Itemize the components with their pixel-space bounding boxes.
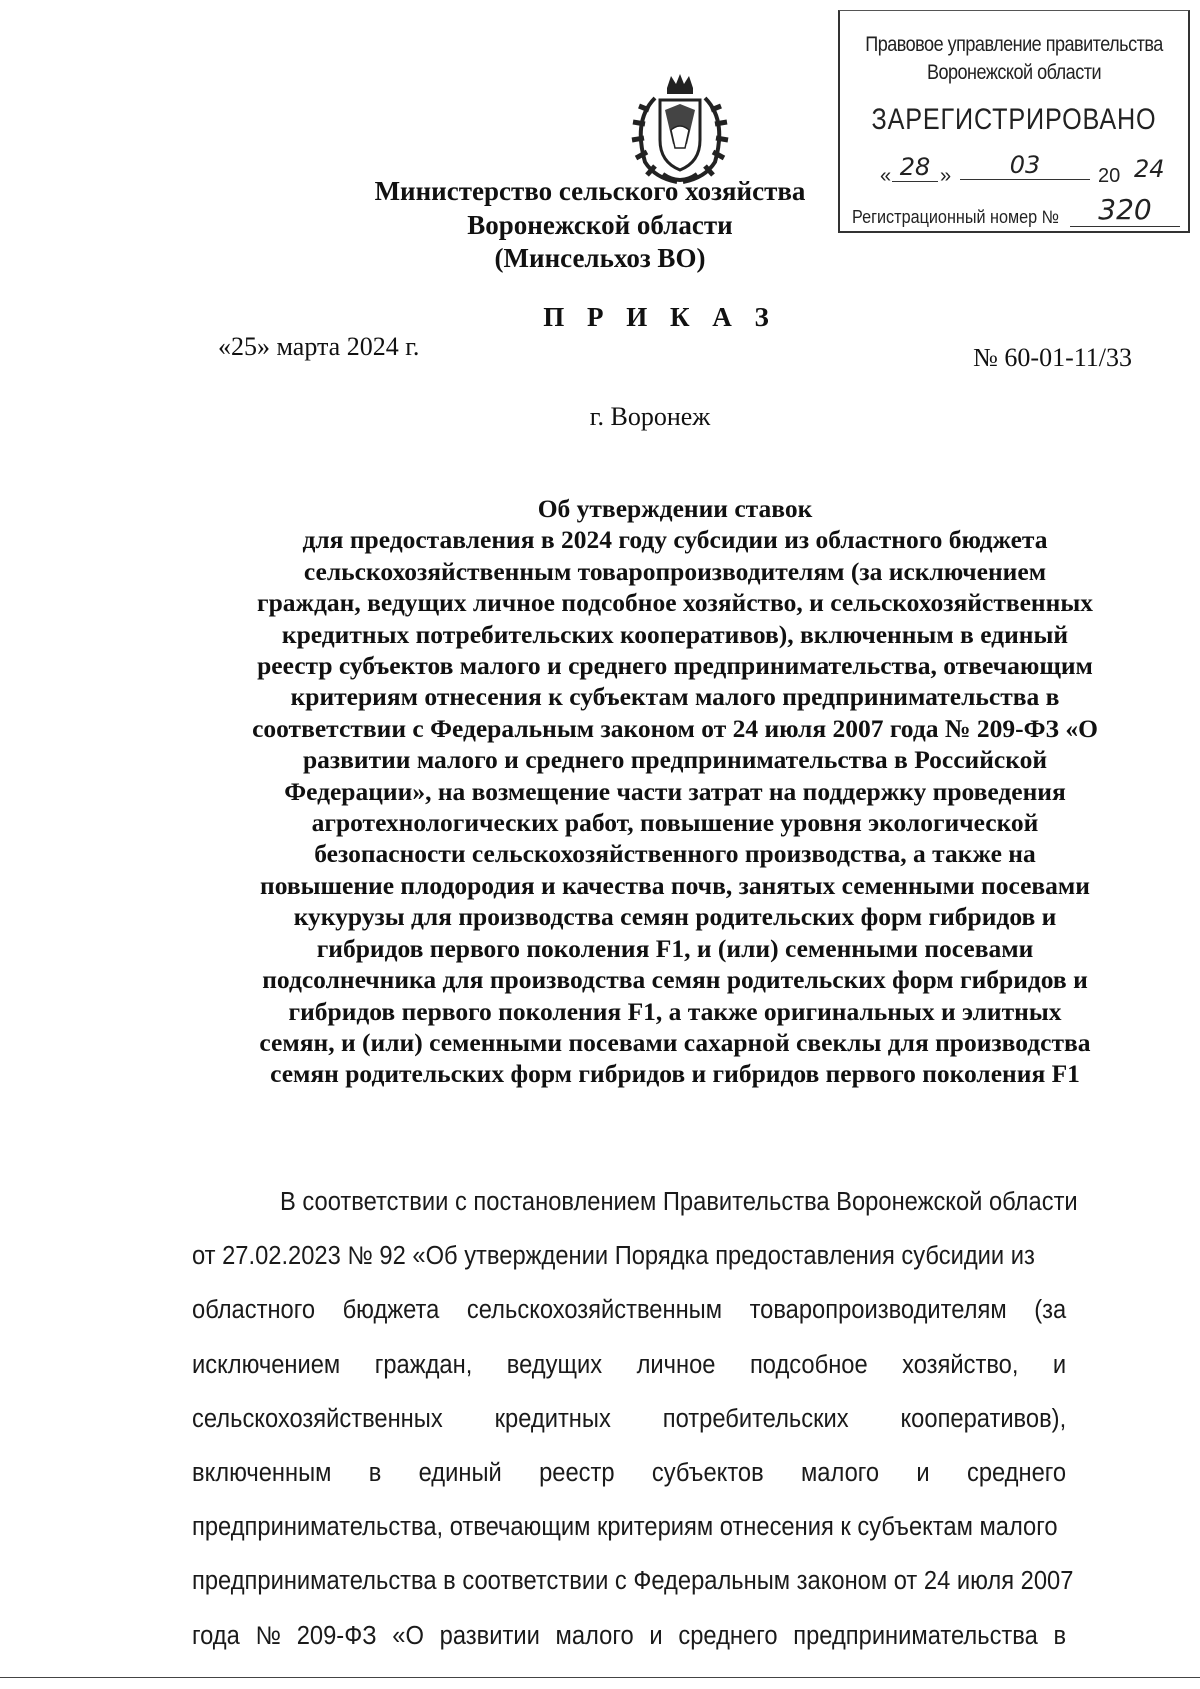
- body-word: сельскохозяйственным: [466, 1296, 723, 1325]
- body-word: кооперативов),: [900, 1404, 1067, 1433]
- stamp-year-hand: 24: [1134, 155, 1165, 183]
- body-word: и: [916, 1459, 930, 1487]
- title-line: семян родительских форм гибридов и гибридов первого поколения F1: [270, 1059, 1080, 1089]
- coat-of-arms-icon: [625, 70, 735, 188]
- body-line: [280, 1188, 1126, 1217]
- title-line: соответствии с Федеральным законом от 24 июля 2007 года № 209-ФЗ «О: [252, 713, 1098, 743]
- body-word: сельскохозяйственных: [192, 1404, 443, 1433]
- title-line: сельскохозяйственным товаропроизводителям (за исключением: [303, 556, 1047, 586]
- ministry-name-line-1: Министерство сельского хозяйства: [374, 176, 806, 206]
- title-line: гибридов первого поколения F1, а также оригинальных и элитных: [288, 996, 1062, 1026]
- title-line: реестр субъектов малого и среднего предпринимательства, отвечающим: [257, 651, 1093, 681]
- title-line: для предоставления в 2024 году субсидии из областного бюджета: [302, 525, 1048, 555]
- body-word: предпринимательства в соответствии с Федеральным законом от 24 июля 2007: [192, 1567, 1074, 1596]
- title-line: граждан, ведущих личное подсобное хозяйство, и сельскохозяйственных: [257, 588, 1093, 618]
- body-word: среднего: [678, 1621, 778, 1650]
- body-word: областного: [192, 1296, 316, 1325]
- document-type: П Р И К А З: [543, 302, 777, 332]
- body-word: субъектов: [651, 1459, 764, 1487]
- body-line: [192, 1622, 1066, 1651]
- body-word: (за: [1034, 1296, 1067, 1325]
- ministry-name-line-2: Воронежской области: [467, 210, 733, 240]
- document-city: г. Воронеж: [589, 402, 711, 431]
- body-word: среднего: [966, 1459, 1067, 1487]
- body-word: в: [1053, 1621, 1067, 1650]
- body-line: [192, 1513, 1066, 1542]
- document-title: [190, 493, 1160, 1090]
- title-line: Федерации», на возмещение части затрат на поддержку проведения: [284, 776, 1066, 806]
- stamp-year-prefix: 20: [1098, 165, 1121, 187]
- stamp-reg-label: Регистрационный номер №: [852, 207, 1060, 227]
- body-word: предпринимательства, отвечающим критериям отнесения к субъектам малого: [192, 1513, 1058, 1542]
- title-line: подсолнечника для производства семян родительских форм гибридов и: [262, 965, 1088, 995]
- body-word: бюджета: [342, 1296, 440, 1325]
- body-word: хозяйство,: [902, 1350, 1019, 1379]
- stamp-quote-close: »: [940, 165, 952, 187]
- ministry-short-name: (Минсельхоз ВО): [494, 243, 706, 273]
- stamp-reg-number: 320: [1070, 193, 1180, 227]
- body-word: №: [255, 1621, 282, 1650]
- title-line: развитии малого и среднего предпринимательства в Российской: [302, 745, 1048, 775]
- body-word: 209-ФЗ: [296, 1621, 377, 1650]
- body-word: от 27.02.2023 № 92 «Об утверждении Порядка предоставления субсидии из: [192, 1242, 1035, 1271]
- body-line: [192, 1296, 1066, 1325]
- stamp-month: 03: [960, 151, 1090, 180]
- body-word: товаропроизводителям: [749, 1296, 1007, 1325]
- body-word: единый: [418, 1459, 502, 1487]
- stamp-quote-open: «: [880, 165, 892, 187]
- body-word: включенным: [192, 1459, 332, 1487]
- body-word: малого: [555, 1621, 634, 1650]
- stamp-day: 28: [892, 153, 938, 182]
- body-word: предпринимательства: [793, 1621, 1038, 1650]
- body-word: В соответствии с постановлением Правительства Воронежской области: [280, 1188, 1078, 1216]
- stamp-line-1: Правовое управление правительства: [865, 33, 1163, 56]
- body-word: подсобное: [749, 1350, 868, 1379]
- body-word: исключением: [192, 1350, 341, 1379]
- document-number: № 60-01-11/33: [973, 343, 1132, 372]
- body-word: личное: [636, 1350, 716, 1379]
- title-line: семян, и (или) семенными посевами сахарной свеклы для производства: [259, 1027, 1091, 1057]
- title-line: кредитных потребительских кооперативов), включенным в единый: [281, 619, 1069, 649]
- body-word: ведущих: [506, 1350, 603, 1379]
- body-word: кредитных: [494, 1404, 611, 1433]
- body-word: реестр: [539, 1459, 615, 1487]
- body-word: граждан,: [374, 1350, 473, 1379]
- body-line: [192, 1405, 1066, 1434]
- body-word: в: [368, 1459, 382, 1487]
- body-word: развитии: [439, 1621, 540, 1650]
- title-line: безопасности сельскохозяйственного производства, а также на: [314, 839, 1036, 869]
- stamp-line-2: Воронежской области: [926, 61, 1102, 84]
- title-line: повышение плодородия и качества почв, занятых семенными посевами: [260, 870, 1090, 900]
- body-line: [192, 1459, 1066, 1488]
- document-date: «25» марта 2024 г.: [218, 332, 420, 361]
- body-line: [192, 1351, 1066, 1380]
- title-line: критериям отнесения к субъектам малого предпринимательства в: [290, 682, 1060, 712]
- body-line: [192, 1567, 1074, 1596]
- body-line: [192, 1242, 1066, 1271]
- title-line: кукурузы для производства семян родительских форм гибридов и: [293, 902, 1057, 932]
- body-word: «О: [392, 1621, 424, 1650]
- title-line: агротехнологических работ, повышение уровня экологической: [311, 808, 1039, 838]
- body-word: малого: [801, 1459, 880, 1487]
- body-word: и: [1052, 1350, 1067, 1379]
- title-line: гибридов первого поколения F1, и (или) семенными посевами: [316, 933, 1034, 963]
- body-word: потребительских: [662, 1404, 849, 1433]
- page-bottom-rule: [0, 1677, 1200, 1678]
- stamp-status: ЗАРЕГИСТРИРОВАНО: [871, 103, 1157, 136]
- body-word: и: [649, 1621, 663, 1650]
- body-word: года: [192, 1621, 240, 1650]
- title-line: Об утверждении ставок: [537, 494, 813, 523]
